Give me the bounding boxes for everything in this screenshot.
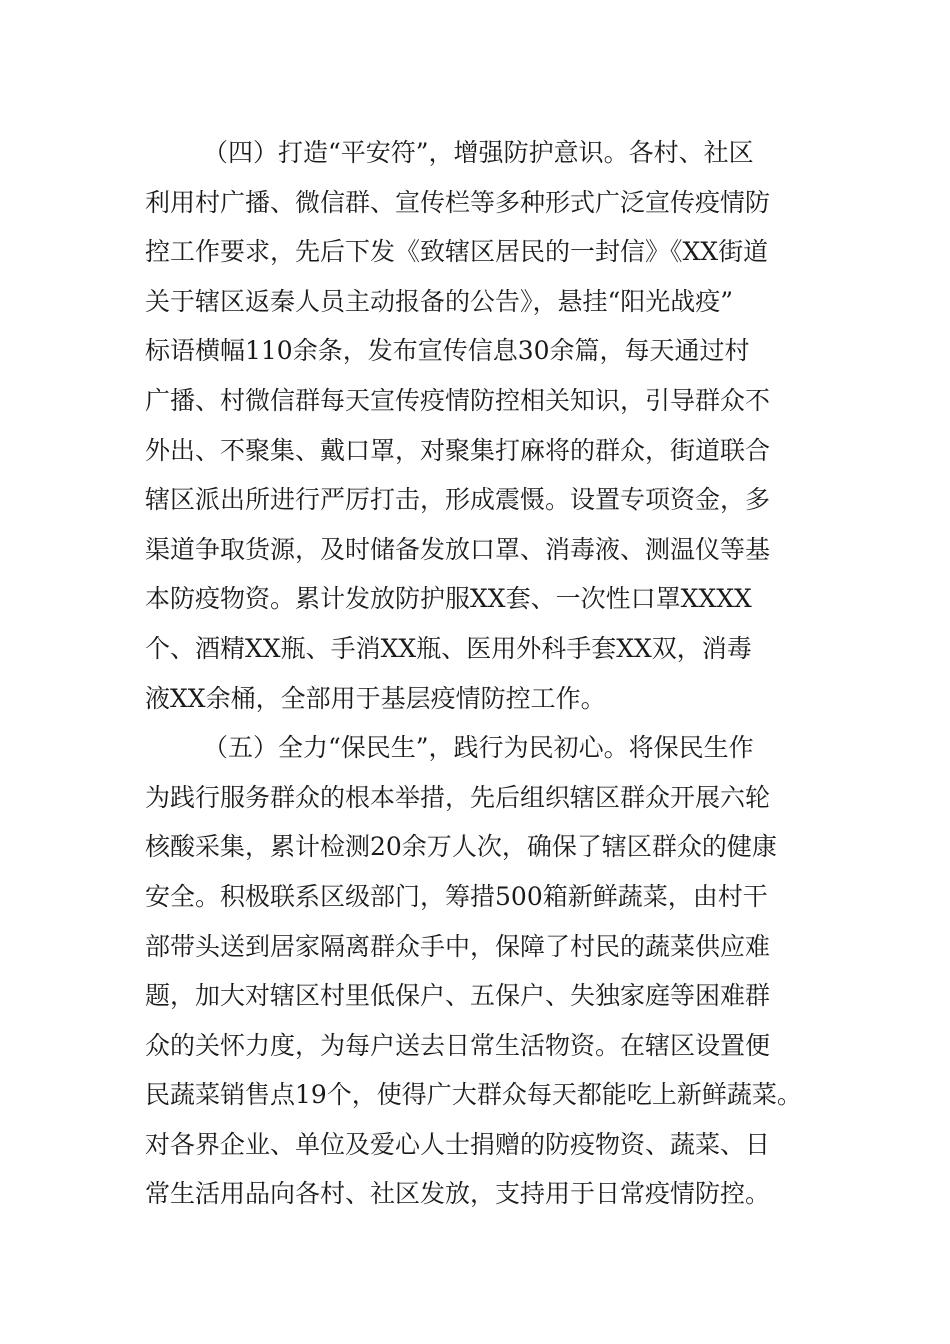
paragraph-line: 为践行服务群众的根本举措，先后组织辖区群众开展六轮	[145, 782, 771, 812]
paragraph-line: 本防疫物资。累计发放防护服XX套、一次性口罩XXXX	[145, 584, 752, 614]
paragraph-line: 广播、村微信群每天宣传疫情防控相关知识，引导群众不	[145, 385, 771, 415]
paragraph-line: 民蔬菜销售点19个，使得广大群众每天都能吃上新鲜蔬菜。	[145, 1080, 802, 1110]
paragraph-line: （四）打造“平安符”，增强防护意识。各村、社区	[203, 138, 754, 167]
paragraph-line: 标语横幅110余条，发布宣传信息30余篇，每天通过村	[145, 336, 750, 366]
paragraph-line: （五）全力“保民生”，践行为民初心。将保民生作	[203, 733, 754, 763]
paragraph-line: 安全。积极联系区级部门，筹措500箱新鲜蔬菜，由村干	[145, 881, 768, 911]
paragraph-line: 个、酒精XX瓶、手消XX瓶、医用外科手套XX双，消毒	[145, 633, 752, 663]
paragraph-line: 控工作要求，先后下发《致辖区居民的一封信》《XX街道	[145, 237, 769, 267]
paragraph-line: 渠道争取货源，及时储备发放口罩、消毒液、测温仪等基	[145, 534, 771, 564]
paragraph-section-5	[145, 723, 835, 1219]
paragraph-line: 题，加大对辖区村里低保户、五保户、失独家庭等困难群	[145, 981, 771, 1011]
paragraph-line: 外出、不聚集、戴口罩，对聚集打麻将的群众，街道联合	[145, 435, 771, 465]
paragraph-line: 对各界企业、单位及爱心人士捐赠的防疫物资、蔬菜、日	[145, 1129, 771, 1159]
paragraph-line: 液XX余桶，全部用于基层疫情防控工作。	[145, 683, 606, 713]
paragraph-line: 关于辖区返秦人员主动报备的公告》，悬挂“阳光战疫”	[145, 286, 734, 316]
paragraph-line: 众的关怀力度，为每户送去日常生活物资。在辖区设置便	[145, 1030, 771, 1060]
paragraph-line: 核酸采集，累计检测20余万人次，确保了辖区群众的健康	[145, 832, 777, 862]
paragraph-line: 常生活用品向各村、社区发放，支持用于日常疫情防控。	[145, 1179, 771, 1209]
document-body	[145, 128, 835, 1219]
paragraph-line: 部带头送到居家隔离群众手中，保障了村民的蔬菜供应难	[145, 931, 771, 961]
paragraph-line: 利用村广播、微信群、宣传栏等多种形式广泛宣传疫情防	[145, 187, 771, 217]
paragraph-section-4	[145, 128, 835, 723]
paragraph-line: 辖区派出所进行严厉打击，形成震慑。设置专项资金，多	[145, 485, 771, 515]
